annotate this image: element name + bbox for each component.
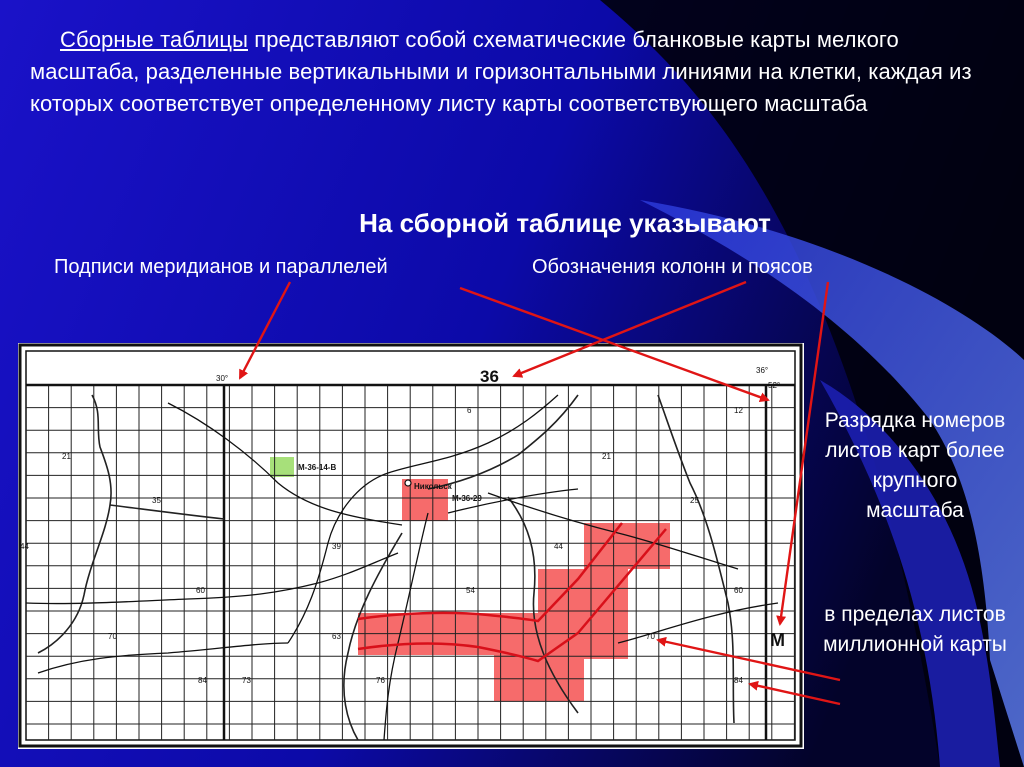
num-70-left: 70 — [108, 632, 117, 641]
sheet-red-label: M-36-29 — [452, 494, 482, 503]
num-39: 39 — [332, 542, 341, 551]
num-54: 54 — [466, 586, 475, 595]
lon-left-label: 30° — [216, 374, 229, 383]
sheet-red-bottom — [494, 643, 584, 701]
index-map — [18, 343, 804, 749]
num-84-left: 84 — [198, 676, 207, 685]
label-meridians: Подписи меридианов и параллелей — [54, 256, 388, 278]
intro-text: представляют собой схематические бланковые карты мелкого масштаба, разделенные вертикальными и горизонтальными линиями на клетки, каждая из которых соответствует определенному листу карты соответствующего масштаба — [30, 27, 972, 116]
town-marker — [405, 480, 411, 486]
num-12: 12 — [734, 406, 743, 415]
sheet-green — [270, 457, 294, 477]
index-map-graphic — [18, 343, 804, 749]
town-label: Никольск — [414, 482, 452, 491]
side-note-spacing: Разрядка номеров листов карт более крупного масштаба — [824, 409, 1006, 522]
num-63: 63 — [332, 632, 341, 641]
num-6: 6 — [467, 406, 472, 415]
side-note-within: в пределах листов миллионной карты — [823, 603, 1007, 656]
num-60-right: 60 — [734, 586, 743, 595]
num-70-right: 70 — [646, 632, 655, 641]
num-73: 73 — [242, 676, 251, 685]
column-label: 36 — [480, 367, 499, 386]
num-84-right: 84 — [734, 676, 743, 685]
zone-label: M — [770, 630, 785, 650]
section-heading: На сборной таблице указывают — [359, 208, 771, 238]
num-25: 25 — [690, 496, 699, 505]
intro-paragraph — [30, 24, 990, 120]
num-76: 76 — [376, 676, 385, 685]
lat-top-label: 52° — [768, 381, 781, 390]
num-35: 35 — [152, 496, 161, 505]
lon-right-label: 36° — [756, 366, 769, 375]
sheet-green-label: M-36-14-В — [298, 463, 337, 472]
num-44-left: 44 — [20, 542, 29, 551]
num-60-left: 60 — [196, 586, 205, 595]
label-columns: Обозначения колонн и поясов — [532, 256, 813, 278]
sheet-red-top — [584, 523, 670, 569]
intro-term: Сборные таблицы — [60, 27, 248, 52]
num-21-right: 21 — [602, 452, 611, 461]
num-21-left: 21 — [62, 452, 71, 461]
num-44-right: 44 — [554, 542, 563, 551]
